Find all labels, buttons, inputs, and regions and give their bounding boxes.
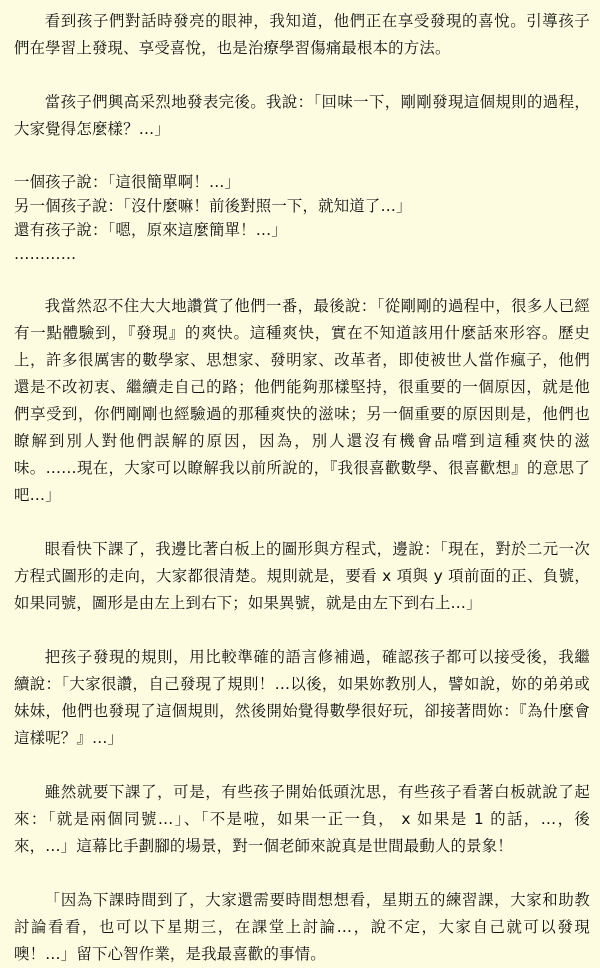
paragraph-4: 眼看快下課了，我邊比著白板上的圖形與方程式，邊說：「現在，對於二元一次方程式圖形的走向，大家都很清楚。規則就是，要看 x 項與 y 項前面的正、負號，如果同號，圖形是由左上到右下；如果異號，就是由左下到右上…」 bbox=[14, 540, 590, 612]
paragraph-1: 看到孩子們對話時發亮的眼神，我知道，他們正在享受發現的喜悅。引導孩子們在學習上發現、享受喜悅，也是治療學習傷痛最根本的方法。 bbox=[14, 12, 590, 57]
dialogue-line-1: 一個孩子說：「這很簡單啊！…」 bbox=[14, 173, 241, 191]
paragraph-gap bbox=[14, 752, 590, 779]
paragraph-7: 「因為下課時間到了，大家還需要時間想想看，星期五的練習課，大家和助教討論看看，也可以下星期三，在課堂上討論…，說不定，大家自己就可以發現噢！…」留下心智作業，是我最喜歡的事情。 bbox=[14, 891, 590, 963]
dialogue-line-2: 另一個孩子說：「沒什麼嘛！前後對照一下，就知道了…」 bbox=[14, 197, 412, 215]
paragraph-2: 當孩子們興高采烈地發表完後。我說：「回味一下，剛剛發現這個規則的過程，大家覺得怎麼樣？…」 bbox=[14, 93, 590, 138]
paragraph-gap bbox=[14, 266, 590, 293]
paragraph-5: 把孩子發現的規則，用比較準確的語言修補過，確認孩子都可以接受後，我繼續說：「大家很讚，自己發現了規則！…以後，如果妳教別人，譬如說，妳的弟弟或妹妹，他們也發現了這個規則，然後開始覺得數學很好玩，卻接著問妳：『為什麼會這樣呢？』…」 bbox=[14, 648, 590, 747]
dialogue-line-3: 還有孩子說：「嗯，原來這麼簡單！…」 bbox=[14, 221, 287, 239]
paragraph-3: 我當然忍不住大大地讚賞了他們一番，最後說：「從剛剛的過程中，很多人已經有一點體驗到，『發現』的爽快。這種爽快，實在不知道該用什麼話來形容。歷史上，許多很厲害的數學家、思想家、發明家、改革者，即使被世人當作瘋子，他們還是不改初衷、繼續走自己的路；他們能夠那樣堅持，很重要的一個原因，就是他們享受到，你們剛剛也經驗過的那種爽快的滋味；另一個重要的原因則是，他們也瞭解到別人對他們誤解的原因，因為，別人還沒有機會品嚐到這種爽快的滋味。……現在，大家可以瞭解我以前所說的，『我很喜歡數學、很喜歡想』的意思了吧…」 bbox=[14, 297, 590, 504]
paragraph-gap bbox=[14, 509, 590, 536]
paragraph-gap bbox=[14, 62, 590, 89]
paragraph-6: 雖然就要下課了，可是，有些孩子開始低頭沈思，有些孩子看著白板就說了起來：「就是兩個同號…」、「不是啦，如果一正一負， x 如果是 1 的話，…，後來，…」這幕比手劃腳的場景，對一個老師來說真是世間最動人的景象！ bbox=[14, 783, 590, 855]
dialogue-block bbox=[14, 170, 590, 266]
paragraph-gap bbox=[14, 860, 590, 887]
paragraph-gap bbox=[14, 143, 590, 170]
paragraph-gap bbox=[14, 617, 590, 644]
ellipsis-line: ………… bbox=[14, 245, 77, 263]
